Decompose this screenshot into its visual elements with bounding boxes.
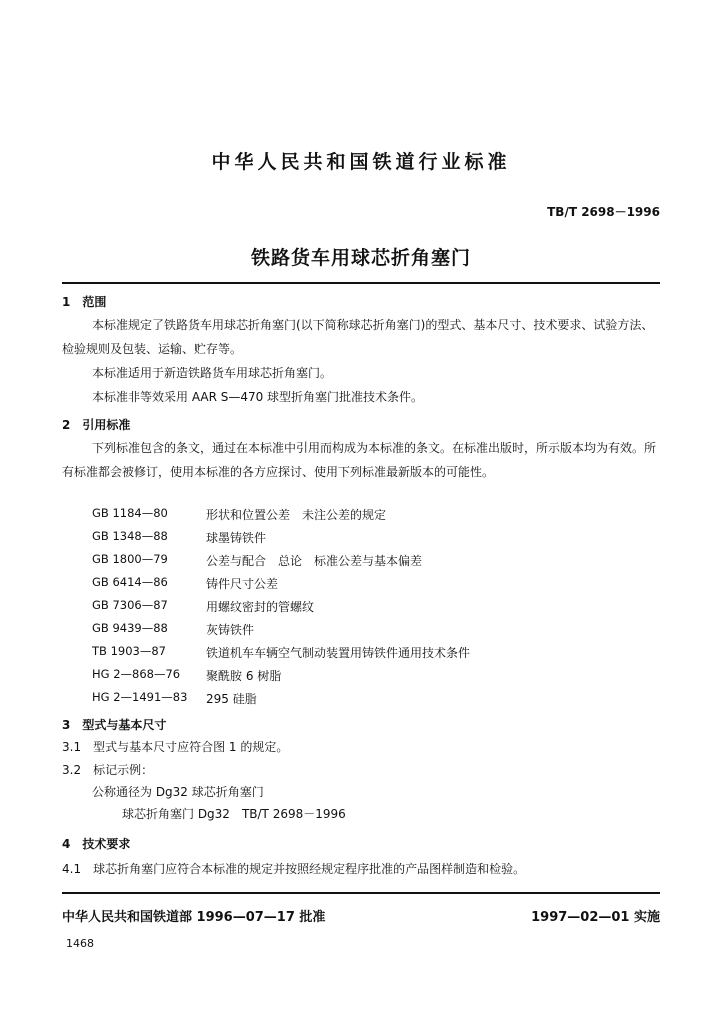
reference-title: 295 硅脂 <box>206 692 257 706</box>
section-3-item-2: 3.2 标记示例： <box>62 763 154 777</box>
document-title: 铁路货车用球芯折角塞门 <box>250 247 471 269</box>
reference-title: 铁道机车车辆空气制动装置用铸铁件通用技术条件 <box>206 646 471 660</box>
section-2-intro: 下列标准包含的条文，通过在本标准中引用而构成为本标准的条文。在标准出版时，所示版本均为有效。所有标准都会被修订，使用本标准的各方应探讨、使用下列标准最新版本的可能性。 <box>62 441 657 479</box>
reference-code: TB 1903—87 <box>92 644 166 658</box>
reference-title: 球墨铸铁件 <box>206 531 267 545</box>
reference-code: GB 9439—88 <box>92 621 168 635</box>
section-4-item-1: 4.1 球芯折角塞门应符合本标准的规定并按照经规定程序批准的产品图样制造和检验。 <box>62 862 526 876</box>
title-divider <box>62 282 660 284</box>
standard-code: TB/T 2698－1996 <box>547 205 660 219</box>
reference-code: GB 7306—87 <box>92 598 168 612</box>
page-number: 1468 <box>66 937 94 950</box>
marking-example-line-2: 球芯折角塞门 Dg32 TB/T 2698－1996 <box>122 807 346 821</box>
reference-title: 聚酰胺 6 树脂 <box>206 669 282 683</box>
reference-code: GB 6414—86 <box>92 575 168 589</box>
issuing-body-title: 中华人民共和国铁道行业标准 <box>211 151 511 173</box>
marking-example-line-1: 公称通径为 Dg32 球芯折角塞门 <box>92 785 264 799</box>
reference-title: 形状和位置公差 未注公差的规定 <box>206 508 387 522</box>
reference-title: 铸件尺寸公差 <box>206 577 279 591</box>
section-1-heading: 1 范围 <box>62 295 107 309</box>
section-3-item-1: 3.1 型式与基本尺寸应符合图 1 的规定。 <box>62 740 289 754</box>
effective-date: 1997—02—01 实施 <box>531 910 660 925</box>
section-1-para-3: 本标准非等效采用 AAR S—470 球型折角塞门批准技术条件。 <box>92 390 424 404</box>
reference-title: 用螺纹密封的管螺纹 <box>206 600 315 614</box>
footer-divider <box>62 892 660 894</box>
reference-code: HG 2—1491—83 <box>92 690 188 704</box>
section-4-heading: 4 技术要求 <box>62 837 131 851</box>
reference-code: HG 2—868—76 <box>92 667 181 681</box>
approval-date: 中华人民共和国铁道部 1996—07—17 批准 <box>62 910 326 925</box>
reference-code: GB 1800—79 <box>92 552 168 566</box>
section-2-heading: 2 引用标准 <box>62 418 131 432</box>
section-1-para-1: 本标准规定了铁路货车用球芯折角塞门(以下简称球芯折角塞门)的型式、基本尺寸、技术要求、试验方法、检验规则及包装、运输、贮存等。 <box>62 318 654 356</box>
reference-code: GB 1184—80 <box>92 506 168 520</box>
section-1-para-2: 本标准适用于新造铁路货车用球芯折角塞门。 <box>92 366 333 380</box>
reference-title: 公差与配合 总论 标准公差与基本偏差 <box>206 554 423 568</box>
reference-code: GB 1348—88 <box>92 529 168 543</box>
reference-title: 灰铸铁件 <box>206 623 255 637</box>
section-3-heading: 3 型式与基本尺寸 <box>62 718 167 732</box>
